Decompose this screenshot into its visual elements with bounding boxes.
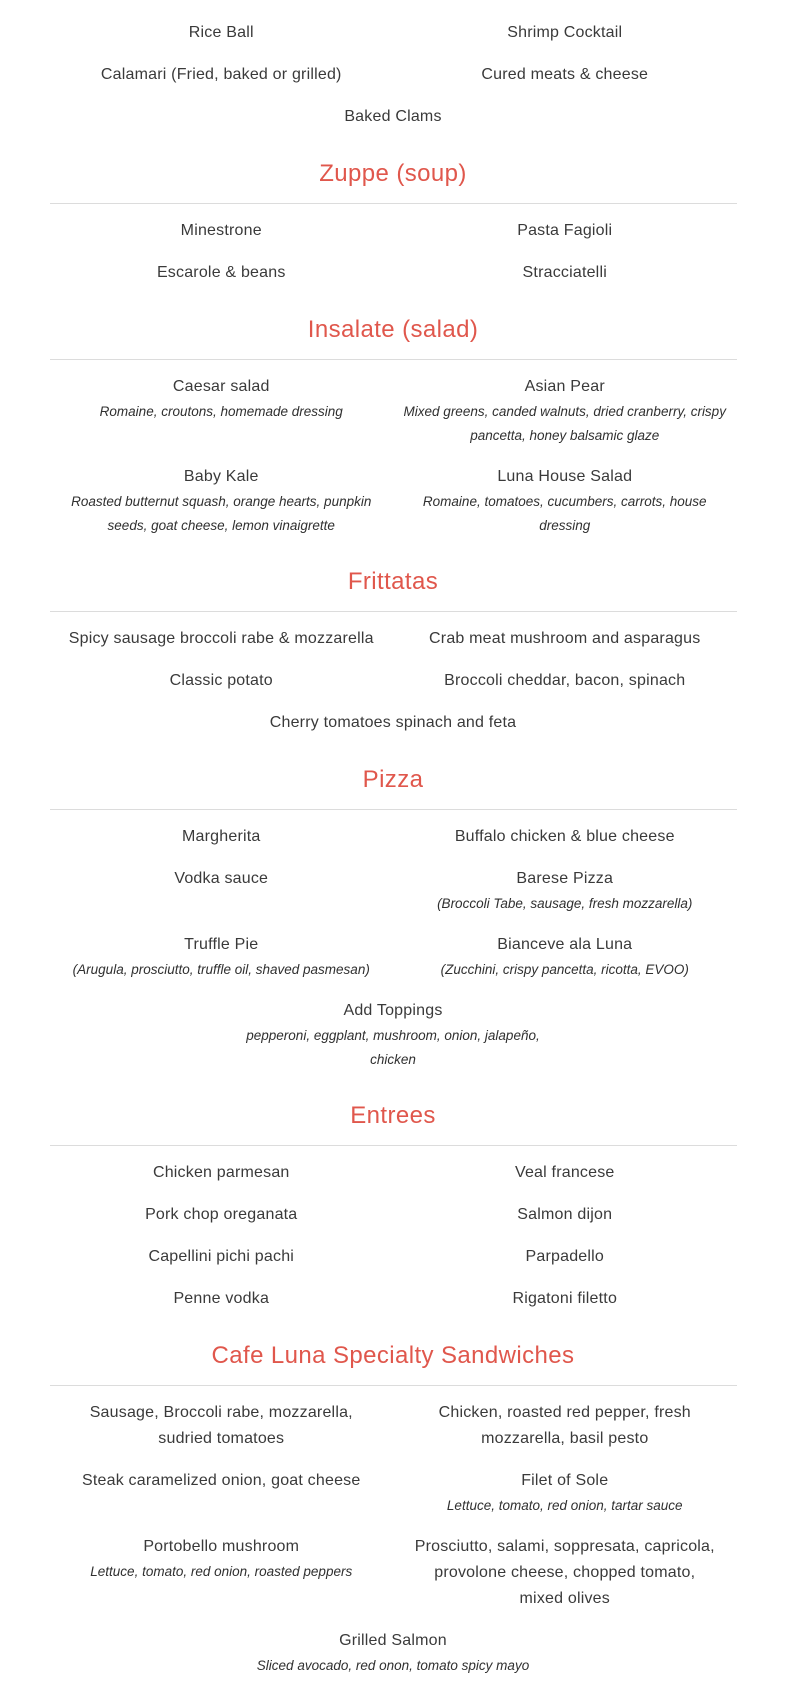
menu-item-title: Stracciatelli	[522, 264, 607, 281]
menu-row	[50, 1526, 737, 1620]
menu-item	[50, 1628, 737, 1678]
menu-item	[50, 260, 394, 286]
menu-item	[393, 218, 737, 244]
menu-item-desc: (Zucchini, crispy pancetta, ricotta, EVOO)	[440, 962, 689, 977]
menu-item	[393, 1202, 737, 1228]
menu-row	[50, 252, 737, 294]
menu-item	[50, 1468, 394, 1494]
menu-item	[393, 1468, 737, 1518]
menu-item	[50, 20, 394, 46]
menu-item-title: Shrimp Cocktail	[507, 24, 623, 41]
menu-item-desc: Mixed greens, canded walnuts, dried cranberry, crispy pancetta, honey balsamic glaze	[403, 404, 726, 443]
menu-item-title: Escarole & beans	[156, 264, 286, 281]
menu-item-title: Pork chop oreganata	[145, 1206, 298, 1223]
menu-item-desc: Lettuce, tomato, red onion, roasted peppers	[90, 1564, 353, 1579]
menu-item-title: Luna House Salad	[497, 468, 633, 485]
menu-item	[393, 62, 737, 88]
menu-item-title: Spicy sausage broccoli rabe & mozzarella	[68, 630, 374, 647]
section-divider	[50, 203, 737, 204]
menu-item-desc: (Broccoli Tabe, sausage, fresh mozzarella)	[437, 896, 693, 911]
menu-item	[393, 824, 737, 850]
menu-row	[50, 1460, 737, 1526]
menu-item-title: Chicken, roasted red pepper, fresh mozzarella, basil pesto	[438, 1404, 691, 1447]
menu-item	[50, 62, 394, 88]
section-heading-insalate: Insalate (salad)	[307, 316, 479, 343]
menu-item	[393, 20, 737, 46]
menu-item	[393, 1534, 737, 1612]
menu-row	[50, 924, 737, 990]
menu-item-title: Grilled Salmon	[339, 1632, 447, 1649]
menu-item-title: Baby Kale	[183, 468, 259, 485]
menu-row	[50, 1278, 737, 1320]
menu-row	[50, 210, 737, 252]
menu-section-specialty-sandwiches	[50, 1340, 737, 1686]
menu-item	[50, 866, 394, 892]
menu-row	[50, 1236, 737, 1278]
menu-item	[393, 374, 737, 448]
section-heading-pizza: Pizza	[362, 766, 424, 793]
menu-item-title: Pasta Fagioli	[517, 222, 613, 239]
menu-item	[393, 626, 737, 652]
section-heading-frittatas: Frittatas	[347, 568, 439, 595]
section-divider	[50, 1385, 737, 1386]
menu-section-insalate	[50, 314, 737, 546]
menu-item-title: Bianceve ala Luna	[497, 936, 633, 953]
menu-item-desc: (Arugula, prosciutto, truffle oil, shaved pasmesan)	[72, 962, 370, 977]
menu-item-title: Filet of Sole	[521, 1472, 609, 1489]
menu-item-title: Calamari (Fried, baked or grilled)	[100, 66, 342, 83]
menu-item-title: Penne vodka	[173, 1290, 270, 1307]
menu-item	[50, 464, 394, 538]
menu-row	[50, 858, 737, 924]
menu-item-title: Asian Pear	[524, 378, 605, 395]
menu-item-title: Sausage, Broccoli rabe, mozzarella, sudried tomatoes	[89, 1404, 353, 1447]
menu-row	[50, 1620, 737, 1686]
menu-row	[50, 702, 737, 744]
menu-item-title: Crab meat mushroom and asparagus	[429, 630, 701, 647]
menu-section-pizza	[50, 764, 737, 1080]
menu-item	[393, 1160, 737, 1186]
menu-item-desc: Romaine, croutons, homemade dressing	[99, 404, 343, 419]
menu-item-title: Salmon dijon	[517, 1206, 613, 1223]
menu-row	[50, 12, 737, 54]
menu-item-title: Parpadello	[525, 1248, 604, 1265]
menu-item	[50, 626, 394, 652]
menu-item-title: Prosciutto, salami, soppresata, capricola, provolone cheese, chopped tomato, mixed olives	[414, 1538, 715, 1607]
menu-item	[50, 1534, 394, 1584]
section-heading-entrees: Entrees	[350, 1102, 436, 1129]
menu-section-zuppe	[50, 158, 737, 294]
menu-item	[393, 932, 737, 982]
menu-row	[50, 816, 737, 858]
menu-item-title: Caesar salad	[172, 378, 270, 395]
menu-item-title: Chicken parmesan	[152, 1164, 290, 1181]
menu-item	[50, 218, 394, 244]
menu-item-desc: Roasted butternut squash, orange hearts, punpkin seeds, goat cheese, lemon vinaigrette	[71, 494, 372, 533]
menu-item	[393, 866, 737, 916]
menu-item-title: Buffalo chicken & blue cheese	[454, 828, 675, 845]
menu-item-title: Veal francese	[514, 1164, 615, 1181]
menu-item-desc: pepperoni, eggplant, mushroom, onion, jalapeño, chicken	[246, 1028, 540, 1067]
menu-item	[50, 1160, 394, 1186]
menu-item-title: Classic potato	[169, 672, 273, 689]
menu-row	[50, 1392, 737, 1460]
menu-item-title: Vodka sauce	[174, 870, 269, 887]
menu-item-title: Rigatoni filetto	[512, 1290, 618, 1307]
restaurant-menu	[50, 0, 737, 1686]
menu-section-appetizers-top	[50, 12, 737, 138]
section-divider	[50, 1145, 737, 1146]
menu-item-title: Truffle Pie	[184, 936, 259, 953]
menu-item-title: Cured meats & cheese	[481, 66, 649, 83]
menu-item	[50, 932, 394, 982]
menu-item-title: Minestrone	[180, 222, 262, 239]
menu-item-title: Baked Clams	[344, 108, 442, 125]
menu-item	[50, 668, 394, 694]
section-divider	[50, 359, 737, 360]
menu-item	[50, 824, 394, 850]
menu-item	[50, 1244, 394, 1270]
menu-row	[50, 990, 737, 1080]
menu-row	[50, 366, 737, 456]
menu-row	[50, 1152, 737, 1194]
menu-row	[50, 456, 737, 546]
menu-row	[50, 96, 737, 138]
section-divider	[50, 611, 737, 612]
menu-item	[50, 1400, 394, 1452]
menu-item	[50, 710, 737, 736]
menu-item-desc: Lettuce, tomato, red onion, tartar sauce	[446, 1498, 683, 1513]
menu-item	[393, 1400, 737, 1452]
menu-item	[50, 1286, 394, 1312]
menu-item	[50, 374, 394, 424]
menu-item-title: Broccoli cheddar, bacon, spinach	[444, 672, 686, 689]
menu-item-title: Add Toppings	[343, 1002, 443, 1019]
menu-row	[50, 1194, 737, 1236]
menu-row	[50, 54, 737, 96]
menu-item-title: Cherry tomatoes spinach and feta	[269, 714, 517, 731]
menu-item-title: Rice Ball	[188, 24, 254, 41]
menu-item	[50, 104, 737, 130]
menu-item	[393, 260, 737, 286]
menu-item	[393, 1286, 737, 1312]
menu-row	[50, 660, 737, 702]
section-heading-zuppe: Zuppe (soup)	[319, 160, 467, 187]
menu-item-title: Portobello mushroom	[143, 1538, 300, 1555]
menu-item-title: Margherita	[182, 828, 261, 845]
menu-section-entrees	[50, 1100, 737, 1320]
menu-item	[50, 1202, 394, 1228]
menu-section-frittatas	[50, 566, 737, 744]
menu-item-title: Capellini pichi pachi	[148, 1248, 295, 1265]
menu-item	[393, 1244, 737, 1270]
menu-item-desc: Romaine, tomatoes, cucumbers, carrots, house dressing	[422, 494, 707, 533]
menu-item	[50, 998, 737, 1072]
menu-item-title: Steak caramelized onion, goat cheese	[82, 1472, 361, 1489]
menu-item	[393, 464, 737, 538]
menu-row	[50, 618, 737, 660]
menu-item-title: Barese Pizza	[516, 870, 614, 887]
section-divider	[50, 809, 737, 810]
menu-item	[393, 668, 737, 694]
section-heading-specialty-sandwiches: Cafe Luna Specialty Sandwiches	[211, 1342, 575, 1369]
menu-item-desc: Sliced avocado, red onon, tomato spicy mayo	[256, 1658, 530, 1673]
